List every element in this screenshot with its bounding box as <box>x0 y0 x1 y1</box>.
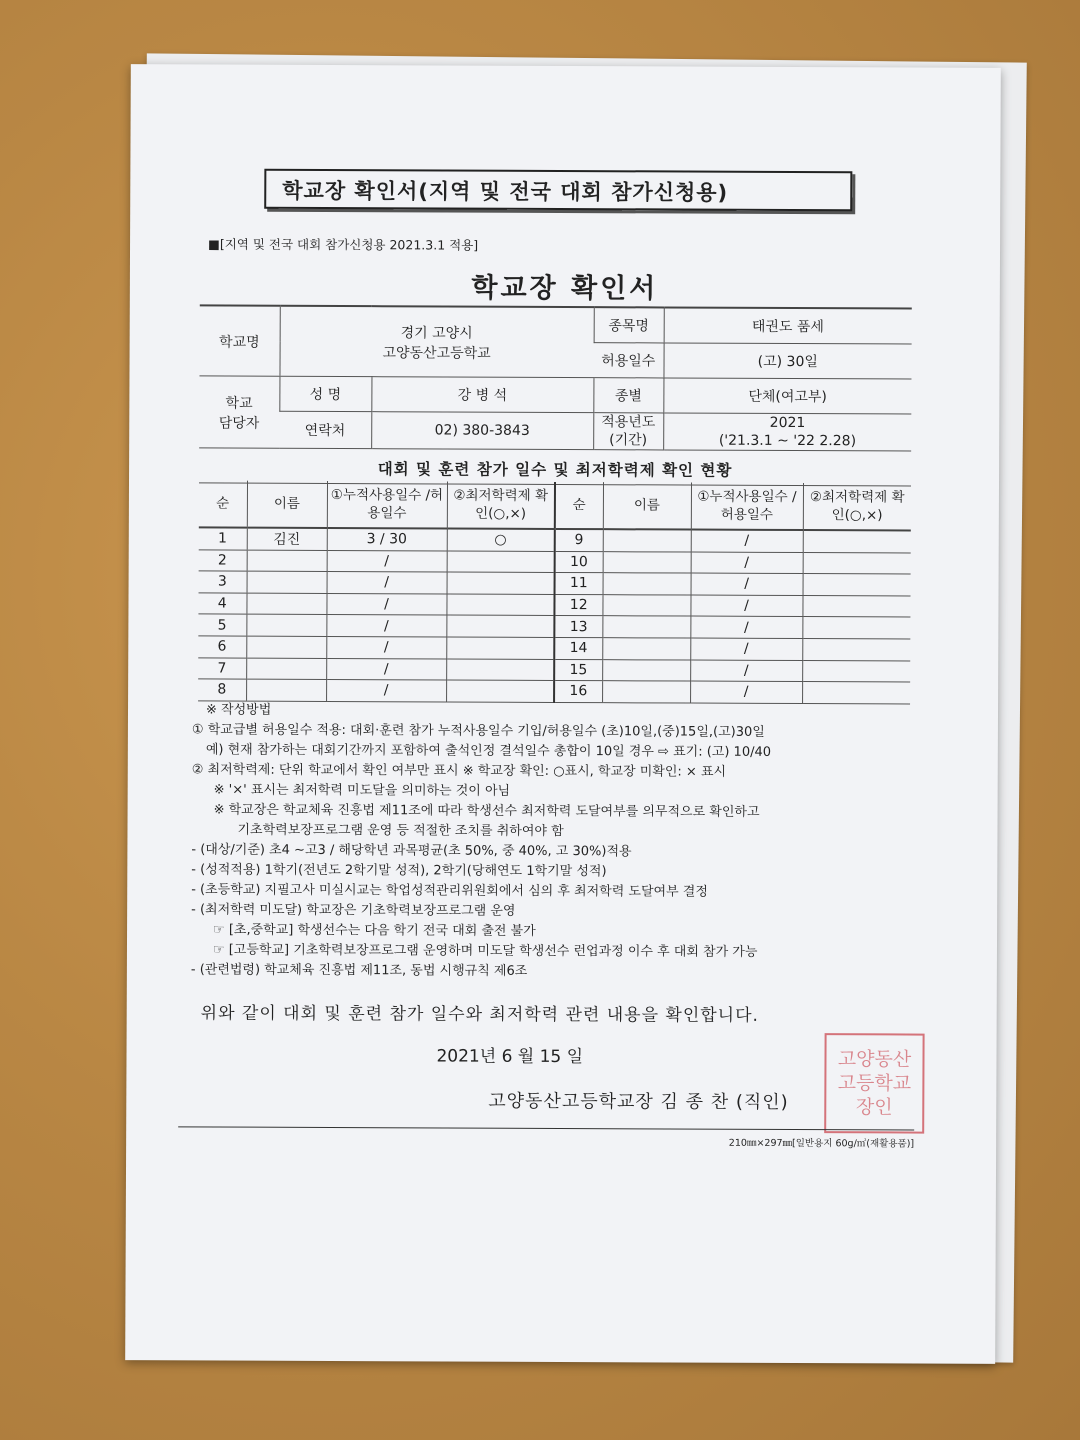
col-days: ①누적사용일수 /허용일수 <box>691 483 803 530</box>
row-check <box>802 617 910 639</box>
row-name <box>246 658 326 680</box>
note-line: - (최저학력 미도달) 학교장은 기초학력보장프로그램 운영 <box>191 902 516 919</box>
note-line: ① 학교급별 허용일수 적용: 대회·훈련 참가 누적사용일수 기입/허용일수 (초)10일,(중)15일,(고)30일 <box>191 722 765 740</box>
event-label: 종목명 <box>594 307 664 343</box>
table-row <box>198 614 910 639</box>
row-days: / <box>691 573 803 595</box>
note-line: ※ 작성방법 <box>205 702 272 718</box>
row-days: / <box>326 593 446 615</box>
col-name: 이름 <box>603 482 691 529</box>
row-check <box>802 660 910 682</box>
row-check <box>447 572 555 594</box>
school-line2: 고양동산고등학교 <box>382 344 491 362</box>
col-check: ②최저학력제 확인(○,×) <box>447 481 555 528</box>
row-no: 4 <box>198 593 246 615</box>
row-no: 6 <box>198 636 246 658</box>
year: 2021 <box>769 414 806 432</box>
row-no: 8 <box>198 679 246 701</box>
form-version-note: ■[지역 및 전국 대회 참가신청용 2021.3.1 적용] <box>208 236 479 253</box>
school-line1: 경기 고양시 <box>400 324 473 342</box>
row-check: ○ <box>447 528 555 551</box>
col-check: ②최저학력제 확인(○,×) <box>803 483 911 530</box>
row-days: / <box>326 680 446 702</box>
confirmation-statement: 위와 같이 대회 및 훈련 참가 일수와 최저학력 관련 내용을 확인합니다. <box>200 1003 759 1026</box>
row-name <box>247 550 327 572</box>
row-name <box>246 679 326 701</box>
school-label: 학교명 <box>199 305 279 376</box>
row-days: / <box>690 638 802 660</box>
row-check <box>803 530 911 553</box>
row-no: 7 <box>198 657 246 679</box>
row-days: / <box>690 616 802 638</box>
row-check <box>446 680 554 702</box>
row-no: 11 <box>555 573 603 595</box>
row-days: / <box>690 681 802 703</box>
note-line: - (대상/기준) 초4 ~고3 / 해당학년 과목평균(초 50%, 중 40%, 고 30%)적용 <box>191 842 632 860</box>
note-line: ※ 학교장은 학교체육 진흥법 제11조에 따라 학생선수 최저학력 도달여부를 의무적으로 확인하고 <box>213 802 760 820</box>
row-name <box>602 594 690 616</box>
footer-divider <box>178 1126 914 1130</box>
row-no: 16 <box>554 681 602 703</box>
col-no: 순 <box>199 480 247 527</box>
row-no: 3 <box>199 571 247 593</box>
row-name <box>602 616 690 638</box>
note-line: 기초학력보장프로그램 운영 등 적절한 조치를 취하여야 함 <box>237 822 564 840</box>
official-seal <box>824 1033 924 1133</box>
row-days: / <box>327 572 447 594</box>
year-value <box>663 413 911 451</box>
period: ('21.3.1 ~ '22 2.28) <box>718 432 857 450</box>
row-days: / <box>327 550 447 572</box>
note-line: ② 최저학력제: 단위 학교에서 확인 여부만 표시 ※ 학교장 확인: ○표시, 학교장 미확인: × 표시 <box>191 762 727 780</box>
row-days: 3 / 30 <box>327 528 447 551</box>
note-line: - (성적적용) 1학기(전년도 2학기말 성적), 2학기(당해연도 1학기말 성적) <box>191 862 607 880</box>
row-name <box>603 573 691 595</box>
row-days: / <box>326 615 446 637</box>
row-no: 5 <box>198 614 246 636</box>
row-no: 14 <box>554 637 602 659</box>
contact-value: 02) 380-3843 <box>371 412 593 450</box>
note-line: ※ '×' 표시는 최저학력 미도달을 의미하는 것이 아님 <box>213 782 511 799</box>
row-name: 김진 <box>247 528 327 550</box>
col-days: ①누적사용일수 /허용일수 <box>327 481 447 529</box>
row-name <box>602 638 690 660</box>
info-table <box>199 304 912 451</box>
row-check <box>446 659 554 681</box>
row-check <box>446 615 554 637</box>
row-days: / <box>690 595 802 617</box>
participation-table <box>198 480 911 704</box>
document-page <box>125 64 1001 1364</box>
col-name: 이름 <box>247 481 327 528</box>
row-name <box>246 636 326 658</box>
row-name <box>602 681 690 703</box>
principal-signature: 고양동산고등학교장 김 종 찬 (직인) <box>488 1090 789 1113</box>
row-check <box>446 594 554 616</box>
allowed-days-label: 허용일수 <box>593 343 663 378</box>
row-no: 2 <box>199 550 247 572</box>
event-value: 태권도 품세 <box>664 307 912 344</box>
row-name <box>603 529 691 551</box>
note-line: 예) 현재 참가하는 대회기간까지 포함하여 출석인정 결석일수 총합이 10일 경우 ⇨ 표기: (고) 10/40 <box>205 742 772 760</box>
row-days: / <box>326 636 446 658</box>
row-check <box>802 595 910 617</box>
row-check <box>803 574 911 596</box>
category-value: 단체(여고부) <box>663 378 911 414</box>
row-no: 9 <box>555 529 603 551</box>
table-row <box>198 657 910 682</box>
table-row <box>199 527 911 552</box>
row-days: / <box>326 658 446 680</box>
year-label: 적용년도 (기간) <box>593 413 663 450</box>
row-check <box>803 552 911 574</box>
row-no: 12 <box>554 594 602 616</box>
table-row <box>198 636 910 661</box>
row-name <box>247 571 327 593</box>
row-no: 1 <box>199 527 247 549</box>
writing-instructions <box>191 700 922 983</box>
contact-label: 연락처 <box>279 411 371 448</box>
category-label: 종별 <box>593 378 663 413</box>
table-row <box>198 593 910 618</box>
row-check <box>446 637 554 659</box>
table-row <box>199 571 911 596</box>
row-no: 13 <box>554 616 602 638</box>
col-no: 순 <box>555 482 603 529</box>
school-value <box>279 306 593 378</box>
section-title: 대회 및 훈련 참가 일수 및 최저학력제 확인 현황 <box>199 456 911 486</box>
row-no: 15 <box>554 659 602 681</box>
issue-date: 2021년 6 월 15 일 <box>436 1046 584 1068</box>
name-value: 강 병 석 <box>371 377 593 413</box>
note-line: ☞ [고등학교] 기초학력보장프로그램 운영하며 미도달 학생선수 런업과정 이수 후 대회 참가 가능 <box>212 942 758 960</box>
seal-text: 고양동산고등학교장인 <box>837 1048 912 1119</box>
row-days: / <box>691 552 803 574</box>
allowed-days-value: (고) 30일 <box>663 343 911 379</box>
name-label: 성 명 <box>279 376 371 411</box>
row-check <box>802 639 910 661</box>
note-line: - (초등학교) 지필고사 미실시교는 학업성적관리위원회에서 심의 후 최저학력 도달여부 결정 <box>191 882 708 900</box>
note-line: - (관련법령) 학교체육 진흥법 제11조, 동법 시행규칙 제6조 <box>190 962 528 979</box>
row-name <box>603 551 691 573</box>
row-name <box>246 593 326 615</box>
row-days: / <box>690 660 802 682</box>
row-name <box>246 614 326 636</box>
teacher-label: 학교 담당자 <box>199 376 279 448</box>
document-title: 학교장 확인서 <box>471 272 659 305</box>
row-no: 10 <box>555 551 603 573</box>
row-days: / <box>691 530 803 553</box>
note-line: ☞ [초,중학교] 학생선수는 다음 학기 전국 대회 출전 불가 <box>213 922 536 939</box>
row-check <box>802 682 910 704</box>
cover-title: 학교장 확인서(지역 및 전국 대회 참가신청용) <box>264 169 852 212</box>
row-check <box>447 551 555 573</box>
table-row <box>199 550 911 575</box>
row-name <box>602 659 690 681</box>
paper-spec: 210㎜×297㎜[일반용지 60g/㎡(재활용품)] <box>728 1137 915 1150</box>
